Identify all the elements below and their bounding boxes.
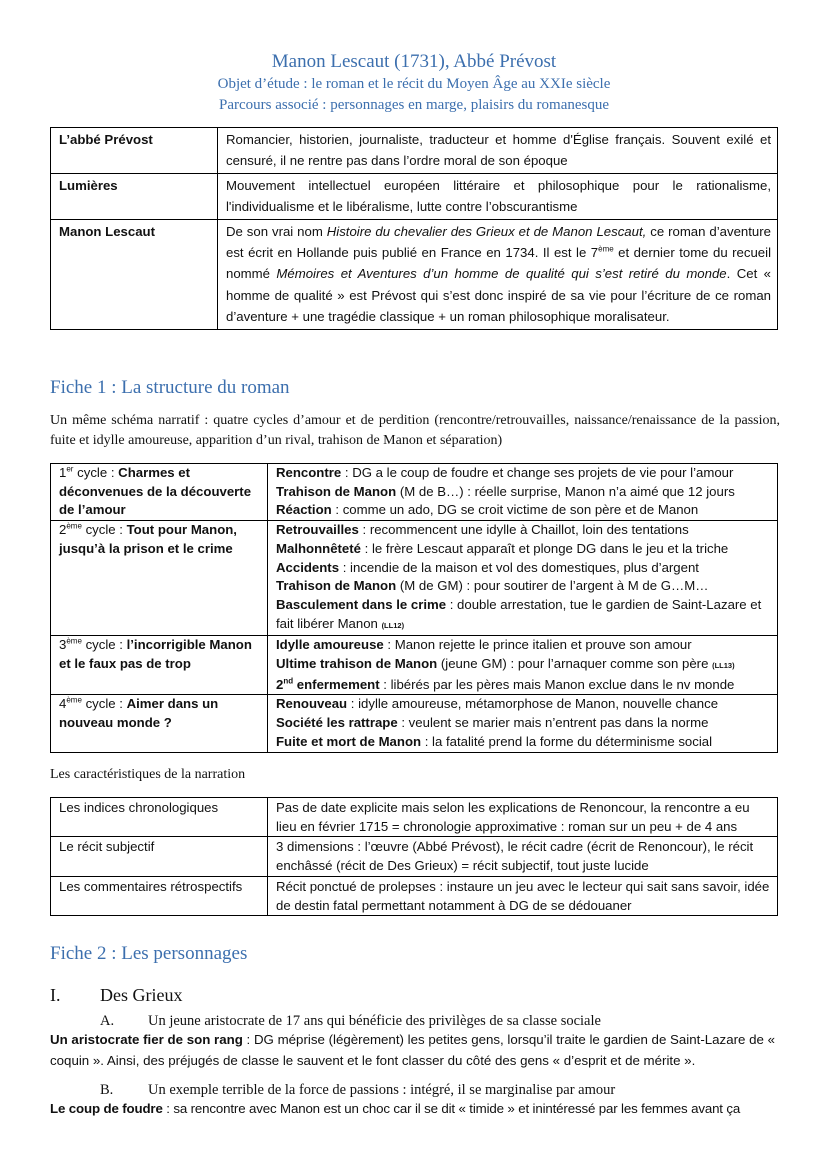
row-label: L’abbé Prévost [51, 128, 218, 174]
cycle-events: Idylle amoureuse : Manon rejette le prince italien et prouve son amour Ultime trahison de Manon (jeune GM) : pour l’arnaquer comme son père (LL13) 2nd enfermement : libérés par les pères mais Manon exclue dans le nv monde [268, 636, 778, 695]
table-row [51, 464, 778, 521]
fiche1-heading: Fiche 1 : La structure du roman [50, 377, 290, 398]
subsection-a-heading: A. Un jeune aristocrate de 17 ans qui bénéficie des privilèges de sa classe sociale [100, 1013, 601, 1029]
cycle-label: 2ème cycle : Tout pour Manon, jusqu’à la prison et le crime [51, 521, 268, 636]
narration-text: Récit ponctué de prolepses : instaure un jeu avec le lecteur qui sait sans savoir, idée de destin fatal permettant notamment à DG de se dédouaner [268, 876, 778, 915]
narration-heading: Les caractéristiques de la narration [50, 767, 246, 782]
paragraph-b: Le coup de foudre : sa rencontre avec Manon est un choc car il se dit « timide » et inintéressé par les femmes avant ça [50, 1101, 741, 1116]
table-row [51, 798, 778, 837]
cycle-events: Rencontre : DG a le coup de foudre et change ses projets de vie pour l’amour Trahison de Manon (M de B…) : réelle surprise, Manon n’a aimé que 12 jours Réaction : comme un ado, DG se croit victime de son père et de Manon [268, 464, 778, 521]
title-block [0, 50, 828, 116]
narration-label: Les commentaires rétrospectifs [51, 876, 268, 915]
narration-text: 3 dimensions : l’œuvre (Abbé Prévost), le récit cadre (écrit de Renoncour), le récit enchâssé (récit de Des Grieux) = récit subjectif, tout juste lucide [268, 837, 778, 876]
cycles-table [50, 463, 778, 753]
table-row [51, 128, 778, 174]
narration-table [50, 797, 778, 916]
table-row [51, 876, 778, 915]
fiche2-heading: Fiche 2 : Les personnages [50, 943, 248, 964]
row-label: Lumières [51, 173, 218, 219]
document-subtitle-1: Objet d’étude : le roman et le récit du Moyen Âge au XXIe siècle [217, 76, 611, 92]
document-subtitle-2: Parcours associé : personnages en marge, plaisirs du romanesque [218, 97, 610, 113]
document-title: Manon Lescaut (1731), Abbé Prévost [271, 51, 557, 72]
table-row [51, 695, 778, 752]
intro-table [50, 127, 778, 330]
fiche1-intro: Un même schéma narratif : quatre cycles d’amour et de perdition (rencontre/retrouvailles, naissance/renaissance de la passion, fuite et idylle amoureuse, apparition d’un rival, trahison de Manon et séparation) [50, 413, 780, 448]
narration-text: Pas de date explicite mais selon les explications de Renoncour, la rencontre a eu lieu en février 1715 = chronologie approximative : roman sur un peu + de 4 ans [268, 798, 778, 837]
narration-label: Le récit subjectif [51, 837, 268, 876]
row-label: Manon Lescaut [51, 219, 218, 329]
table-row [51, 521, 778, 636]
cycle-events: Renouveau : idylle amoureuse, métamorphose de Manon, nouvelle chance Société les rattrape : veulent se marier mais n’entrent pas dans la norme Fuite et mort de Manon : la fatalité prend la forme du déterminisme social [268, 695, 778, 752]
table-row [51, 636, 778, 695]
cycle-label: 1er cycle : Charmes et déconvenues de la découverte de l’amour [51, 464, 268, 521]
table-row [51, 173, 778, 219]
narration-label: Les indices chronologiques [51, 798, 268, 837]
row-text: Mouvement intellectuel européen littéraire et philosophique pour le rationalisme, l'individualisme et le libéralisme, lutte contre l’obscurantisme [218, 173, 778, 219]
subsection-b-heading: B. Un exemple terrible de la force de passions : intégré, il se marginalise par amour [100, 1082, 616, 1098]
cycle-label: 3ème cycle : l’incorrigible Manon et le faux pas de trop [51, 636, 268, 695]
row-text: De son vrai nom Histoire du chevalier des Grieux et de Manon Lescaut, ce roman d’aventure est écrit en Hollande puis publié en France en 1734. Il est le 7ème et dernier tome du recueil nommé Mémoires et Aventures d’un homme de qualité qui s’est retiré du monde. Cet « homme de qualité » est Prévost qui s’est donc inspiré de sa vie pour l’écriture de ce roman d’aventure + une tragédie classique + un roman philosophique moralisateur. [218, 219, 778, 329]
cycle-label: 4ème cycle : Aimer dans un nouveau monde ? [51, 695, 268, 752]
table-row [51, 837, 778, 876]
section-1-heading: I. Des Grieux [50, 985, 183, 1005]
cycle-events: Retrouvailles : recommencent une idylle à Chaillot, loin des tentations Malhonnêteté : le frère Lescaut apparaît et plonge DG dans le jeu et la triche Accidents : incendie de la maison et vol des domestiques, plus d’argent Trahison de Manon (M de GM) : pour soutirer de l’argent à M de G…M… Basculement dans le crime : double arrestation, tue le gardien de Saint-Lazare et fait libérer Manon (LL12) [268, 521, 778, 636]
paragraph-a: Un aristocrate fier de son rang : DG méprise (légèrement) les petites gens, lorsqu’il traite le gardien de Saint-Lazare de « coquin ». Ainsi, des préjugés de classe le sauvent et le font classer du côté des gens « d’esprit et de mérite ». [50, 1032, 776, 1068]
table-row [51, 219, 778, 329]
row-text: Romancier, historien, journaliste, traducteur et homme d'Église français. Souvent exilé et censuré, il ne rentre pas dans l’ordre moral de son époque [218, 128, 778, 174]
